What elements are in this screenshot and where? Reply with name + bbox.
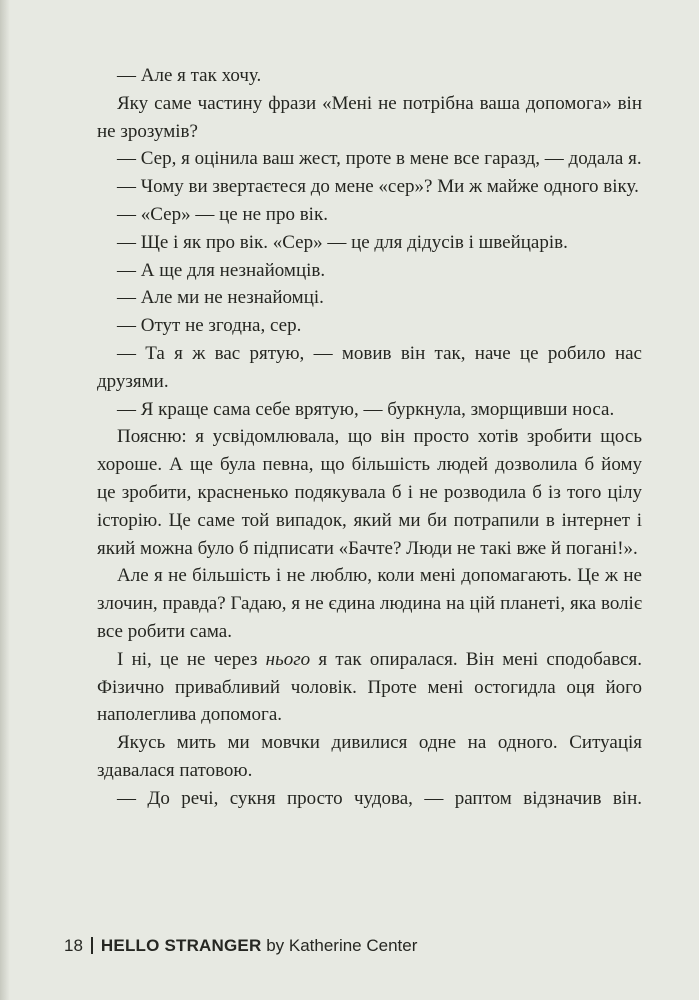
paragraph-14-italic: нього <box>265 648 311 670</box>
paragraph-10: — Та я ж вас рятую, — мовив він так, наче це робило нас друзями. <box>97 342 642 392</box>
paragraph-9: — Отут не згодна, сер. <box>117 315 302 337</box>
paragraph-16: — До речі, сукня просто чудова, — раптом відзначив він. <box>117 787 642 809</box>
paragraph-4: — Чому ви звертаєтеся до мене «сер»? Ми ж майже одного віку. <box>117 176 639 198</box>
paragraph-5: — «Сер» — це не про вік. <box>117 203 328 225</box>
running-title: HELLO STRANGER <box>100 936 262 955</box>
paragraph-3: — Сер, я оцінила ваш жест, проте в мене все гаразд, — додала я. <box>117 148 642 170</box>
paragraph-8: — Але ми не незнайомці. <box>117 287 324 309</box>
paragraph-14-end: я так опиралася. Він мені сподобався. Фізично привабливий чоловік. Проте мені остогидла оця його наполеглива допомога. <box>97 648 643 726</box>
footer-separator <box>91 937 93 954</box>
paragraph-14-start: І ні, це не через <box>117 648 266 670</box>
page-edge-shadow <box>0 0 10 1000</box>
page-footer <box>64 936 417 956</box>
paragraph-15: Якусь мить ми мовчки дивилися одне на одного. Ситуація здавалася патовою. <box>97 732 642 781</box>
paragraph-11: — Я краще сама себе врятую, — буркнула, зморщивши носа. <box>117 398 615 420</box>
page-number: 18 <box>64 936 83 955</box>
body-text <box>97 62 642 813</box>
paragraph-12: Поясню: я усвідомлювала, що він просто хотів зробити щось хороше. А ще була певна, що більшість людей дозволила б йому це зробити, красненько подякувала б і не розводила б із того цілу історію. Це саме той випадок, який ми би потрапили в інтернет і який можна було б підписати «Бачте? Люди не такі вже й погані!». <box>97 426 642 559</box>
paragraph-13: Але я не більшість і не люблю, коли мені допомагають. Це ж не злочин, правда? Гадаю, я не єдина людина на цій планеті, яка воліє все робити сама. <box>97 565 642 642</box>
paragraph-6: — Ще і як про вік. «Сер» — це для дідусів і швейцарів. <box>117 231 568 253</box>
running-author: by Katherine Center <box>266 936 418 955</box>
paragraph-7: — А ще для незнайомців. <box>117 259 326 281</box>
paragraph-2: Яку саме частину фрази «Мені не потрібна ваша допомога» він не зрозумів? <box>97 92 642 142</box>
paragraph-14 <box>97 646 642 729</box>
paragraph-1: — Але я так хочу. <box>117 65 262 86</box>
